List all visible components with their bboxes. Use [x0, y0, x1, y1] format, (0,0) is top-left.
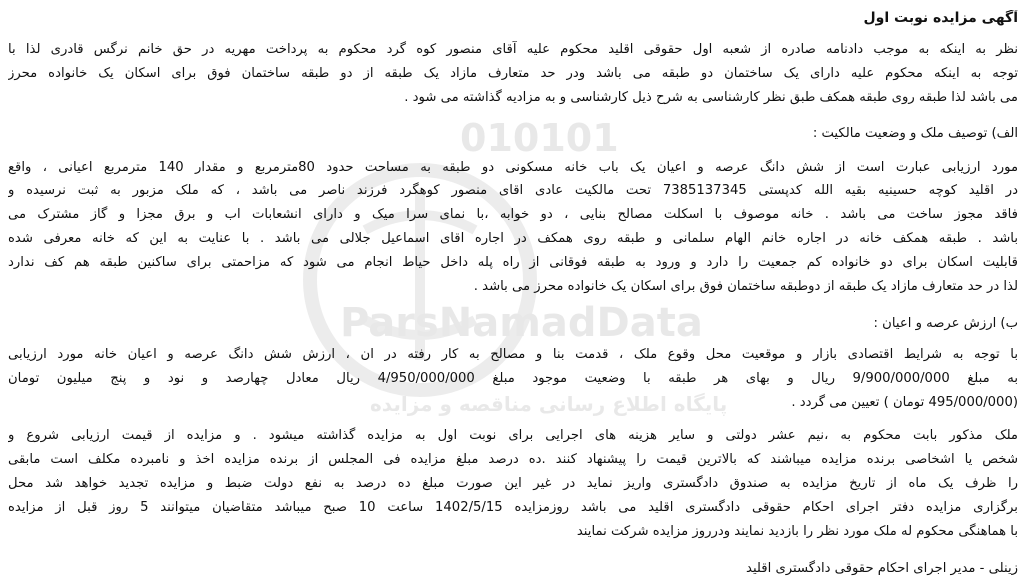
conditions-line: شخص یا اشخاصی برنده مزایده میباشند که بالاترین قیمت را پیشنهاد کنند .ده درصد مبلغ مزایده فی المجلس از برنده مزایده اخذ و نامبرده مکلف است مابقی	[8, 452, 1018, 467]
conditions-line: برگزاری مزایده دفتر اجرای احکام حقوقی دادگستری اقلید می باشد روزمزایده 1402/5/15 ساعت 10 صبح میباشد متقاضیان میتوانند 5 روز قبل از مزایده	[8, 500, 1018, 515]
section-b-line: (495/000/000 تومان ) تعیین می گردد .	[791, 395, 1018, 410]
section-a-line: مورد ارزیابی عبارت است از شش دانگ عرصه و اعیان یک باب خانه مسکونی دو طبقه به مساحت حدود 80مترمربع و مقدار 140 مترمربع اعیانی ، واقع	[8, 160, 1018, 175]
section-a-line: در اقلید کوچه حسینیه بقیه الله کدپستی 7385137345 تحت مالکیت عادی اقای منصور کوهگرد فرزند ناصر می باشد ، که ملک مزبور به ثبت نرسیده و	[8, 183, 1018, 198]
watermark-number: 010101	[460, 116, 619, 160]
conditions-line: را ظرف یک ماه از تاریخ مزایده به صندوق دادگستری واریز نماید در غیر این صورت مبلغ ده درصد به نفع دولت ضبط و مزایده تجدید خواهد شد محل	[8, 476, 1018, 491]
intro-line: توجه به اینکه محکوم علیه دارای یک ساختمان دو طبقه می باشد ودر حد متعارف مازاد یک طبقه از دو طبقه ساختمان فوق برای اسکان یک خانواده محرز	[8, 66, 1018, 81]
watermark-caption: پایگاه اطلاع رسانی مناقصه و مزایده	[370, 392, 728, 416]
section-b-line: با توجه به شرایط اقتصادی بازار و موقعیت محل وقوع ملک ، قدمت بنا و مصالح به کار رفته در ان ، ارزش شش دانگ عرصه و اعیان خانه مورد ارزیابی	[8, 347, 1018, 362]
notice-title: آگهی مزایده نوبت اول	[863, 10, 1018, 26]
conditions-line: با هماهنگی محکوم له ملک مورد نظر را بازدید نمایند ودرروز مزایده شرکت نمایند	[576, 524, 1018, 539]
section-a-line: فاقد مجوز ساخت می باشد . خانه موصوف با اسکلت مصالح بنایی ، دو خوابه ،با نمای سرا میک و دارای انشعابات اب و برق مجزا و گاز مشترک می	[8, 207, 1018, 222]
section-a-line: باشد . طبقه همکف خانه در اجاره خانم الهام سلمانی و طبقه روی همکف در اجاره اقای اسماعیل جلالی می باشد . با عنایت به این که خانه معرفی شده	[8, 231, 1018, 246]
intro-line: می باشد لذا طبقه روی طبقه همکف طبق نظر کارشناسی به شرح ذیل کارشناسی و به مزادیه گذاشته می شود .	[404, 90, 1018, 105]
section-b-title: ب) ارزش عرصه و اعیان :	[873, 316, 1018, 331]
conditions-line: ملک مذکور بابت محکوم به ،نیم عشر دولتی و سایر هزینه های اجرایی برای نوبت اول به مزایده گذاشته میشود . و مزایده از قیمت ارزیابی شروع و	[8, 428, 1018, 443]
section-b-line: به مبلغ 9/900/000/000 ریال و بهای هر طبقه با وضعیت موجود مبلغ 4/950/000/000 ریال معادل چهارصد و نود و پنج میلیون تومان	[8, 371, 1018, 386]
section-a-title: الف) توصیف ملک و وضعیت مالکیت :	[812, 126, 1018, 141]
watermark-brand: ParsNamadData	[340, 300, 703, 346]
section-a-line: قابلیت اسکان برای دو خانواده کم جمعیت را دارد و ورود به طبقه فوقانی از راه پله داخل حیاط انجام می شود که مزاحمتی برای ساکنین طبقه هم کف ندارد	[8, 255, 1018, 270]
intro-line: نظر به اینکه به موجب دادنامه صادره از شعبه اول حقوقی اقلید محکوم علیه آقای منصور کوه گرد محکوم به پرداخت مهریه در حق خانم نرگس قادری لذا با	[8, 42, 1018, 57]
signature: زینلی - مدیر اجرای احکام حقوقی دادگستری اقلید	[746, 561, 1018, 576]
section-a-line: لذا در حد متعارف مازاد یک طبقه از دوطبقه ساختمان فوق برای اسکان یک خانواده محرز می باشد .	[473, 279, 1018, 294]
